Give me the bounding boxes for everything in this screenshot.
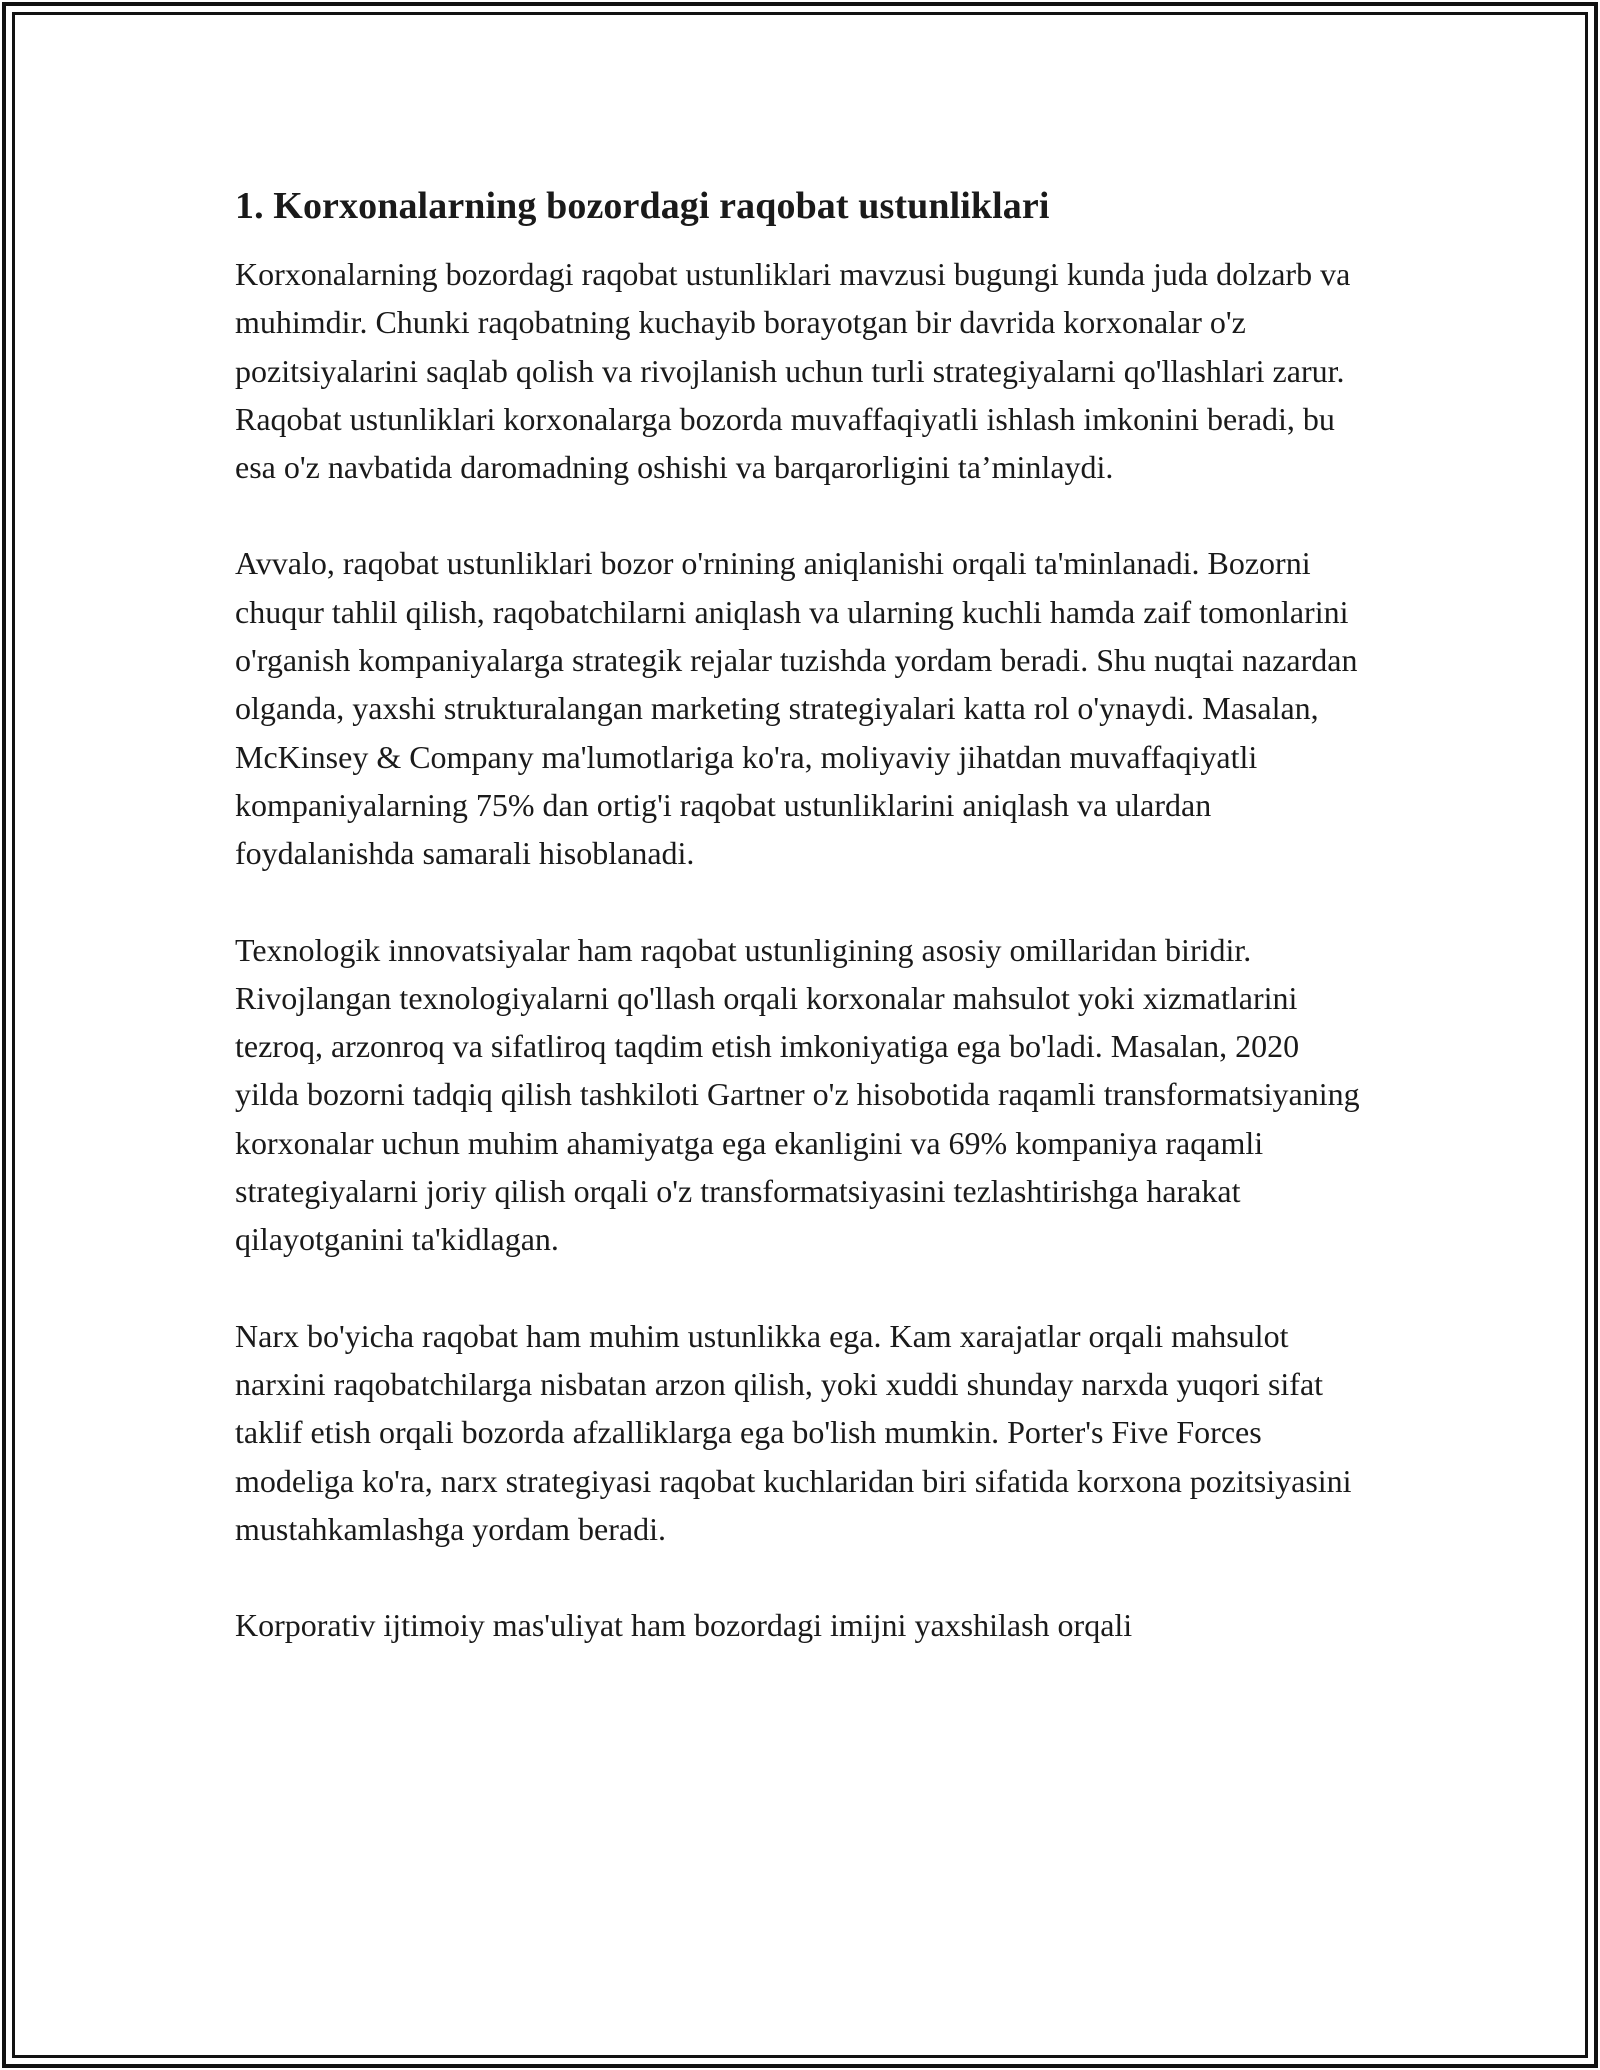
- paragraph-technology: Texnologik innovatsiyalar ham raqobat ustunligining asosiy omillaridan biridir. Rivojlangan texnologiyalarni qo'llash orqali korxonalar mahsulot yoki xizmatlarini tezroq, arzonroq va sifatliroq taqdim etish imkoniyatiga ega bo'ladi. Masalan, 2020 yilda bozorni tadqiq qilish tashkiloti Gartner o'z hisobotida raqamli transformatsiyaning korxonalar uchun muhim ahamiyatga ega ekanligini va 69% kompaniya raqamli strategiyalarni joriy qilish orqali o'z transformatsiyasini tezlashtirishga harakat qilayotganini ta'kidlagan.: [235, 931, 1360, 1258]
- section-heading: 1. Korxonalarning bozordagi raqobat ustunliklari: [235, 185, 1050, 227]
- paragraph-market-position: Avvalo, raqobat ustunliklari bozor o'rnining aniqlanishi orqali ta'minlanadi. Bozorni chuqur tahlil qilish, raqobatchilarni aniqlash va ularning kuchli hamda zaif tomonlarini o'rganish kompaniyalarga strategik rejalar tuzishda yordam beradi. Shu nuqtai nazardan olganda, yaxshi strukturalangan marketing strategiyalari katta rol o'ynaydi. Masalan, McKinsey & Company ma'lumotlariga ko'ra, moliyaviy jihatdan muvaffaqiyatli kompaniyalarning 75% dan ortig'i raqobat ustunliklarini aniqlash va ulardan foydalanishda samarali hisoblanadi.: [235, 545, 1358, 872]
- document-page: [235, 178, 1370, 1697]
- paragraph-price-competition: Narx bo'yicha raqobat ham muhim ustunlikka ega. Kam xarajatlar orqali mahsulot narxini raqobatchilarga nisbatan arzon qilish, yoki xuddi shunday narxda yuqori sifat taklif etish orqali bozorda afzalliklarga ega bo'lish mumkin. Porter's Five Forces modeliga ko'ra, narx strategiyasi raqobat kuchlaridan biri sifatida korxona pozitsiyasini mustahkamlashga yordam beradi.: [235, 1317, 1352, 1547]
- paragraph-csr: Korporativ ijtimoiy mas'uliyat ham bozordagi imijni yaxshilash orqali: [235, 1607, 1133, 1644]
- paragraph-intro: Korxonalarning bozordagi raqobat ustunliklari mavzusi bugungi kunda juda dolzarb va muhimdir. Chunki raqobatning kuchayib borayotgan bir davrida korxonalar o'z pozitsiyalarini saqlab qolish va rivojlanish uchun turli strategiyalarni qo'llashlari zarur. Raqobat ustunliklari korxonalarga bozorda muvaffaqiyatli ishlash imkonini beradi, bu esa o'z navbatida daromadning oshishi va barqarorligini ta’minlaydi.: [235, 256, 1351, 486]
